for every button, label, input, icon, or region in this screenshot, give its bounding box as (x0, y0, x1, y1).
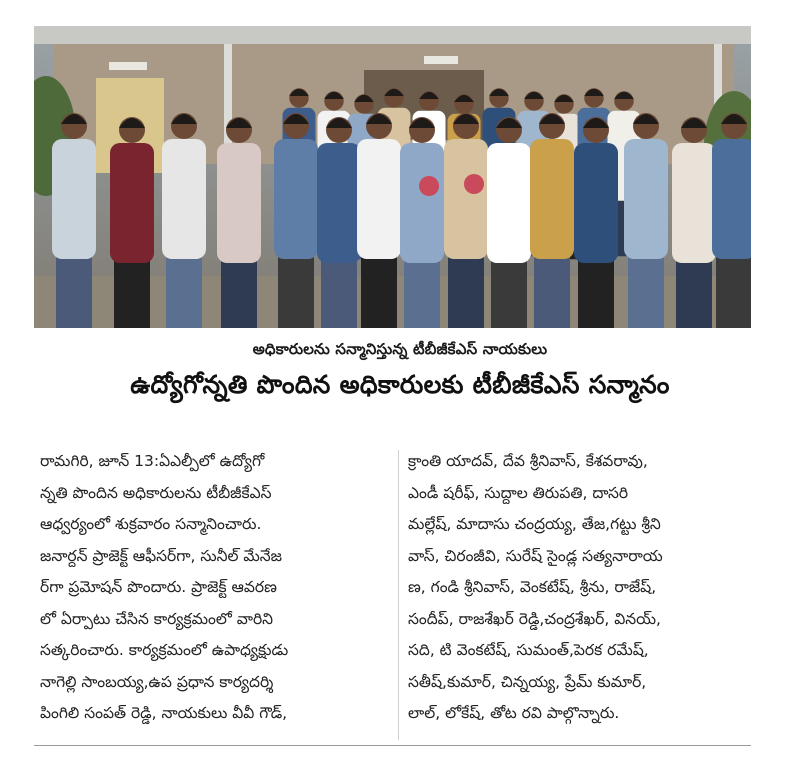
person-figure (317, 117, 361, 328)
article-line: క్రాంతి యాదవ్, దేవ శ్రీనివాస్, కేశవరావు, (408, 452, 648, 470)
photo-caption: అధికారులను సన్మానిస్తున్న టీబీజీకేఎస్ నాయకులు (252, 340, 548, 358)
sign-board-left (109, 62, 147, 70)
person-figure (110, 117, 154, 328)
flower-bouquet (419, 176, 439, 196)
article-line: ణ, గండి శ్రీనివాస్, వెంకటేష్, శ్రీను, రాజేష్, (408, 578, 657, 596)
roof-edge (34, 26, 751, 44)
article-headline: ఉద్యోగోన్నతి పొందిన అధికారులకు టీబీజీకేఎస్ సన్మానం (130, 370, 670, 399)
article-line: న్నతి పొందిన అధికారులను టీబీజీకేఎస్ (40, 483, 272, 502)
news-photo (34, 26, 751, 328)
person-figure (52, 113, 96, 328)
article-line: లాల్, లోకేష్, తోట రవి పాల్గొన్నారు. (408, 704, 620, 722)
sign-board-center (424, 56, 458, 64)
flower-bouquet (464, 174, 484, 194)
person-figure (444, 113, 488, 328)
article-line: లో ఏర్పాటు చేసిన కార్యక్రమంలో వారిని (40, 609, 274, 628)
person-figure (217, 117, 261, 328)
article-column-right (408, 446, 760, 730)
article-line: నాగెల్లి సాంబయ్య,ఉప ప్రధాన కార్యదర్శి (40, 672, 274, 691)
person-figure (357, 113, 401, 328)
person-figure (274, 113, 318, 328)
article-line: మల్లేష్, మాదాసు చంద్రయ్య, తేజ,గట్టు శ్రీని (408, 515, 661, 533)
article-line: సతీష్,కుమార్, చిన్నయ్య, ప్రేమ్ కుమార్, (408, 672, 647, 691)
article-line: ర్‌గా ప్రమోషన్ పొందారు. ప్రాజెక్ట్ ఆవరణ (40, 578, 277, 596)
group-photo-illustration (34, 26, 751, 328)
person-figure (162, 113, 206, 328)
article-line: వాస్, చిరంజీవి, సురేష్ సైండ్ల సత్యనారాయ (408, 546, 663, 565)
person-figure (624, 113, 668, 328)
person-figure (574, 117, 618, 328)
article-column-left (40, 446, 385, 730)
article-line: సందీప్, రాజశేఖర్ రెడ్డి,చంద్రశేఖర్, వినయ్, (408, 609, 661, 628)
article-line: జనార్దన్ ప్రాజెక్ట్ ఆఫీసర్‌గా, సునీల్ మేనేజ (40, 546, 283, 565)
person-figure (712, 113, 751, 328)
column-divider (398, 450, 399, 740)
article-line: రామగిరి, జూన్ 13:ఏఎల్పీలో ఉద్యోగో (40, 452, 265, 470)
person-figure (400, 117, 444, 328)
article-line: సది, టి వెంకటేష్, సుమంత్,పెరక రమేష్, (408, 641, 649, 659)
article-line: పింగిలి సంపత్ రెడ్డి, నాయకులు వీవీ గౌడ్, (40, 704, 288, 722)
article-line: ఆధ్వర్యంలో శుక్రవారం సన్మానించారు. (40, 515, 262, 533)
article-line: సత్కరించారు. కార్యక్రమంలో ఉపాధ్యక్షుడు (40, 641, 289, 659)
person-figure (672, 117, 716, 328)
article-line: ఎండీ షరీఫ్, సుద్దాల తిరుపతి, దాసరి (408, 483, 629, 502)
person-figure (530, 113, 574, 328)
person-figure (487, 117, 531, 328)
bottom-rule (34, 745, 751, 746)
